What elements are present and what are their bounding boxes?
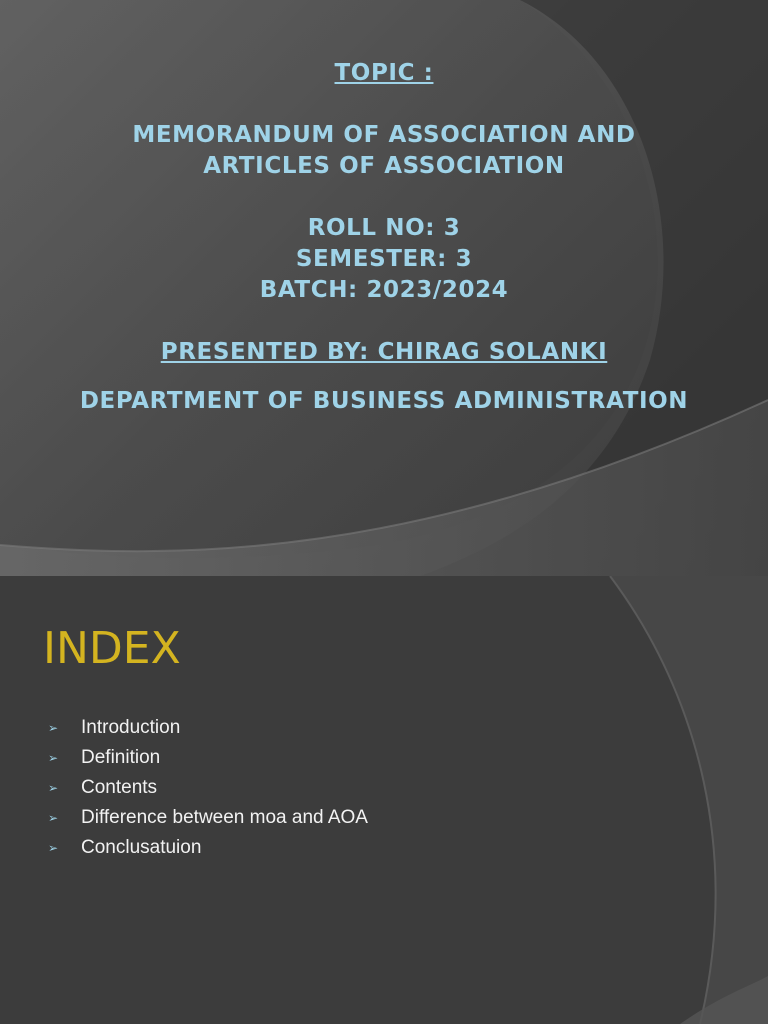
list-item-label: Contents bbox=[81, 777, 158, 798]
arrowhead-bullet-icon: ➢ bbox=[48, 721, 59, 735]
list-item-label: Definition bbox=[81, 747, 161, 768]
list-item bbox=[48, 743, 368, 773]
list-item bbox=[48, 713, 368, 743]
topic-label: TOPIC : bbox=[334, 60, 434, 86]
list-item-label: Conclusatuion bbox=[81, 837, 202, 858]
arrowhead-bullet-icon: ➢ bbox=[48, 751, 59, 765]
arrowhead-bullet-icon: ➢ bbox=[48, 781, 59, 795]
semester: SEMESTER: 3 bbox=[295, 246, 473, 272]
list-item bbox=[48, 833, 368, 863]
index-heading: INDEX bbox=[43, 623, 181, 674]
title-text-block bbox=[0, 58, 768, 417]
arrowhead-bullet-icon: ➢ bbox=[48, 811, 59, 825]
topic-title-line-2: ARTICLES OF ASSOCIATION bbox=[203, 153, 565, 179]
list-item-label: Difference between moa and AOA bbox=[81, 807, 368, 828]
list-item bbox=[48, 773, 368, 803]
arrowhead-bullet-icon: ➢ bbox=[48, 841, 59, 855]
list-item-label: Introduction bbox=[81, 717, 181, 738]
presenter-name: PRESENTED BY: CHIRAG SOLANKI bbox=[160, 339, 608, 365]
batch: BATCH: 2023/2024 bbox=[259, 277, 509, 303]
index-list bbox=[48, 713, 368, 863]
department-name: DEPARTMENT OF BUSINESS ADMINISTRATION bbox=[79, 388, 689, 414]
roll-number: ROLL NO: 3 bbox=[307, 215, 461, 241]
list-item bbox=[48, 803, 368, 833]
topic-title-line-1: MEMORANDUM OF ASSOCIATION AND bbox=[132, 122, 636, 148]
